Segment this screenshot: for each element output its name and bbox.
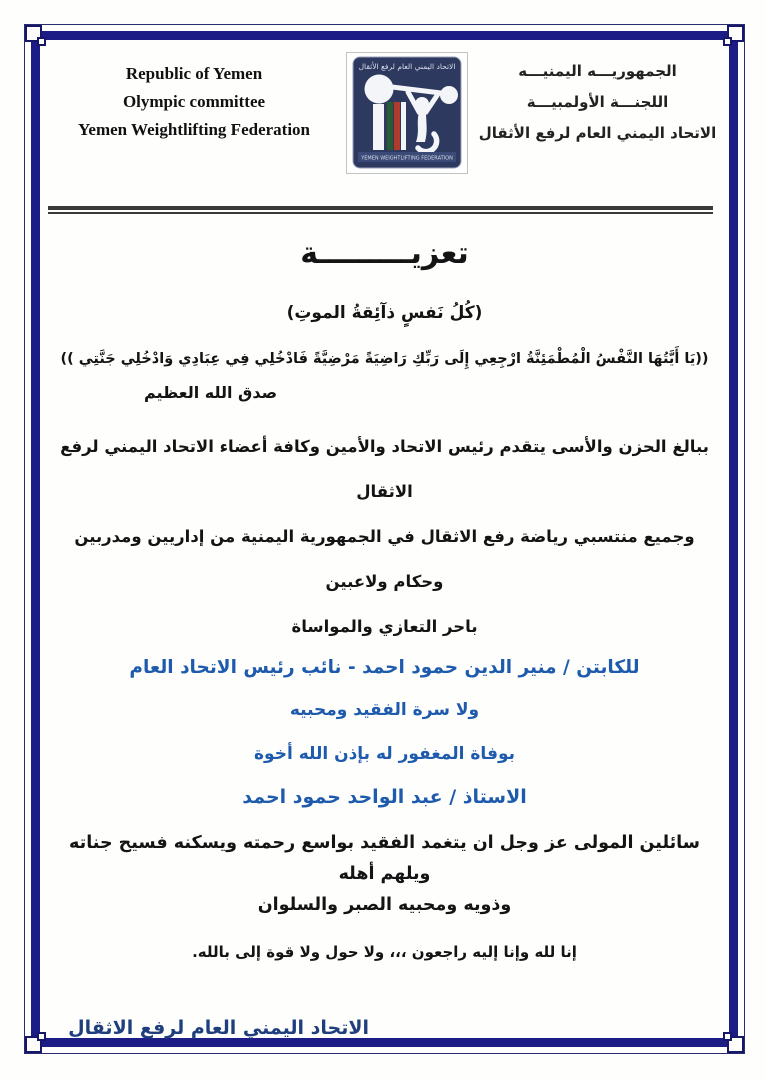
logo-top-text: الاتحاد اليمني العام لرفع الأثقال — [358, 62, 456, 71]
letterhead-ar-line3: الاتحاد اليمني العام لرفع الأثقال — [478, 124, 717, 142]
condolence-paragraph — [48, 424, 721, 649]
prayer-paragraph — [48, 828, 721, 921]
epigraph-verse: (كُلُ نَفسٍ ذآئِقةُ الموتِ) — [286, 303, 483, 323]
letterhead-english — [48, 52, 340, 144]
weightlifter-logo-icon — [346, 52, 468, 174]
letterhead-en-line2: Olympic committee — [122, 92, 266, 111]
signature-line: الاتحاد اليمني العام لرفع الاثقال — [68, 1017, 369, 1039]
prayer-line2: وذويه ومحبيه الصبر والسلوان — [257, 895, 512, 915]
federation-logo — [346, 52, 468, 178]
letter-content — [48, 42, 721, 1039]
istirjaa-line: إنا لله وإنا إليه راجعون ،،، ولا حول ولا قوة إلى بالله. — [192, 943, 577, 961]
letterhead-ar-line1: الجمهوريـــه اليمنيـــه — [518, 62, 677, 80]
family-line: ولا سرة الفقيد ومحبيه — [289, 700, 480, 720]
condolence-paragraph-line3: باحر التعازي والمواساة — [291, 617, 478, 636]
recipient-name-line: للكابتن / منير الدين حمود احمد - نائب رئيس الاتحاد العام — [129, 657, 640, 678]
condolence-paragraph-line1: ببالغ الحزن والأسى يتقدم رئيس الاتحاد والأمين وكافة أعضاء الاتحاد اليمني لرفع الاثقال — [60, 437, 709, 501]
prayer-line1: سائلين المولى عز وجل ان يتغمد الفقيد بواسع رحمته ويسكنه فسيح جناته ويلهم أهله — [69, 833, 700, 884]
header-divider-rule — [48, 206, 713, 214]
border-corner-ornament-bottom-left — [25, 1036, 42, 1053]
letterhead — [48, 52, 721, 178]
deceased-name-line: الاستاذ / عبد الواحد حمود احمد — [242, 786, 527, 808]
letterhead-en-line1: Republic of Yemen — [125, 64, 263, 83]
deceased-intro-line: بوفاة المغفور له بإذن الله أخوة — [254, 744, 515, 764]
letterhead-arabic — [474, 52, 721, 149]
border-corner-ornament-top-left — [25, 25, 42, 42]
letterhead-ar-line2: اللجنـــة الأولمبيـــة — [526, 93, 669, 111]
verse-attribution: صدق الله العظيم — [144, 383, 278, 402]
condolence-paragraph-line2: وجميع منتسبي رياضة رفع الاثقال في الجمهورية اليمنية من إداريين ومدربين وحكام ولاعبين — [74, 527, 695, 591]
quran-verse: ((يَا أَيَّتُهَا النَّفْسُ الْمُطْمَئِنَّةُ ارْجِعِي إِلَى رَبِّكِ رَاضِيَةً مَرْضِيَّةً فَادْخُلِي فِي عِبَادِي وَادْخُلِي جَنَّتِي )) — [60, 351, 709, 367]
border-corner-ornament-top-right — [727, 25, 744, 42]
border-corner-ornament-bottom-right — [727, 1036, 744, 1053]
letterhead-en-line3: Yemen Weightlifting Federation — [78, 120, 310, 139]
logo-bottom-text: YEMEN WEIGHTLIFTING FEDERATION — [361, 155, 453, 162]
document-title: تعزيـــــــــة — [300, 236, 469, 271]
